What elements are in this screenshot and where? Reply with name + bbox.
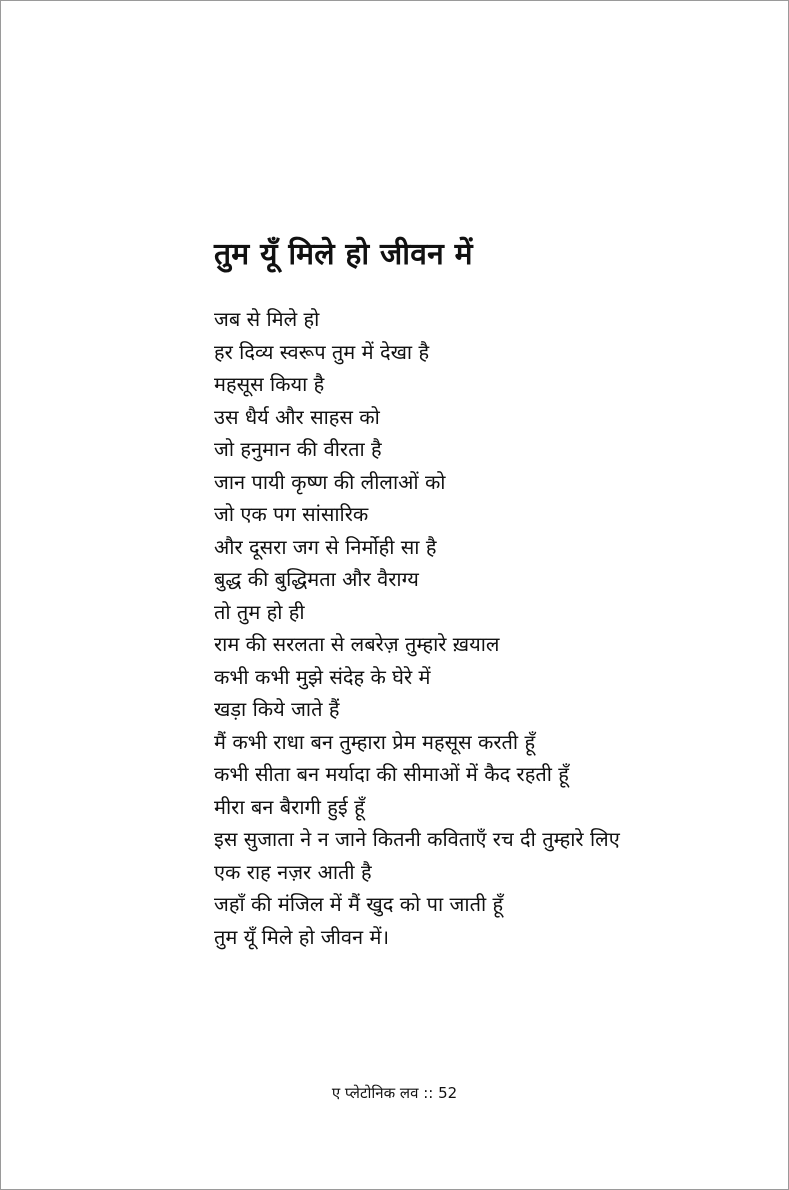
poem-line: राम की सरलता से लबरेज़ तुम्हारे ख़याल xyxy=(214,632,500,656)
poem-line: मैं कभी राधा बन तुम्हारा प्रेम महसूस करती हूँ xyxy=(214,729,536,754)
poem-line: बुद्ध की बुद्धिमता और वैराग्य xyxy=(214,567,419,591)
page-footer: ए प्लेटोनिक लव :: 52 xyxy=(331,1084,458,1102)
poem-line: एक राह नज़र आती है xyxy=(214,859,372,884)
poem-line: कभी कभी मुझे संदेह के घेरे में xyxy=(214,664,431,689)
poem-line: तो तुम हो ही xyxy=(214,599,305,624)
poem-line: इस सुजाता ने न जाने कितनी कविताएँ रच दी तुम्हारे लिए xyxy=(214,827,620,851)
poem-line: उस धैर्य और साहस को xyxy=(214,404,380,429)
poem-line: कभी सीता बन मर्यादा की सीमाओं में कैद रहती हूँ xyxy=(214,762,569,786)
poem-line: जो हनुमान की वीरता है xyxy=(214,437,382,461)
poem-line: जान पायी कृष्ण की लीलाओं को xyxy=(214,469,446,494)
poem-line: मीरा बन बैरागी हुई हूँ xyxy=(214,794,365,819)
poem-line: हर दिव्य स्वरूप तुम में देखा है xyxy=(214,339,430,364)
poem-line: महसूस किया है xyxy=(214,372,325,396)
poem-line: जब से मिले हो xyxy=(214,307,320,331)
poem-line: जहाँ की मंजिल में मैं खुद को पा जाती हूँ xyxy=(214,892,504,916)
poem-line: खड़ा किये जाते हैं xyxy=(214,697,340,721)
poem-line: और दूसरा जग से निर्मोही सा है xyxy=(214,534,437,559)
poem-body xyxy=(214,303,620,953)
poem-line: जो एक पग सांसारिक xyxy=(214,502,369,526)
poem-title: तुम यूँ मिले हो जीवन में xyxy=(214,237,473,272)
poem-line: तुम यूँ मिले हो जीवन में। xyxy=(214,924,390,949)
